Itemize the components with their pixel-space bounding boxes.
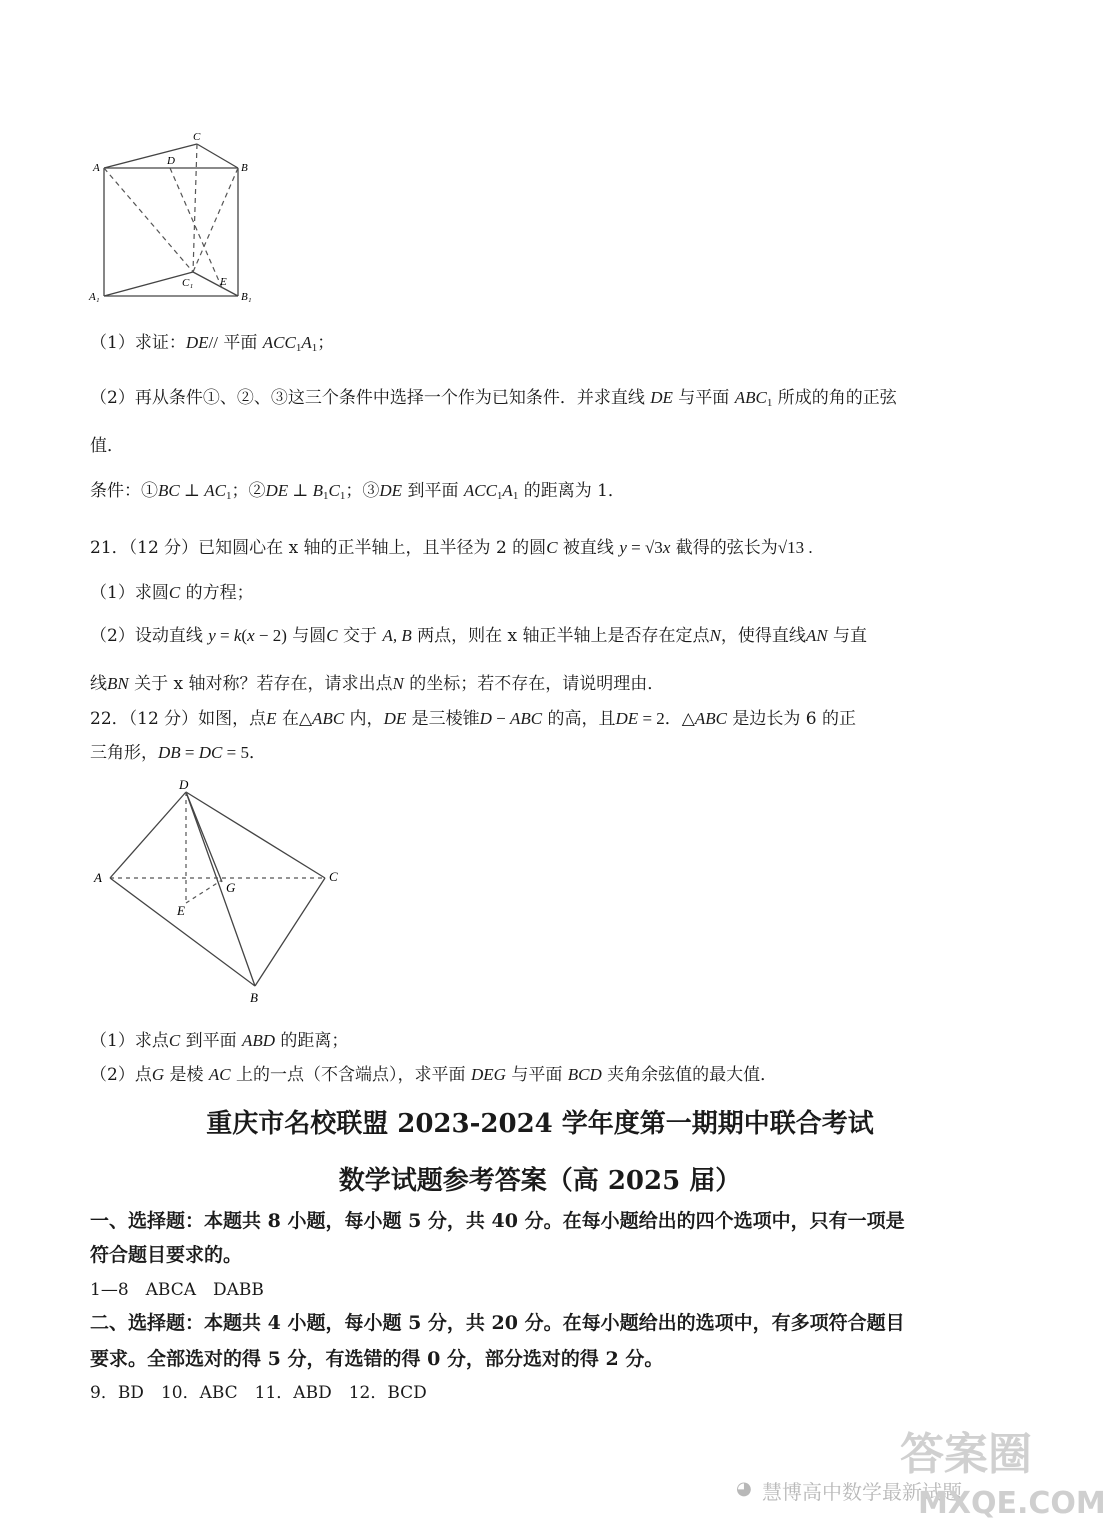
watermark-site: MXQE.COM bbox=[918, 1486, 1106, 1521]
watermark-text: 慧博高中数学最新试题 bbox=[762, 1480, 962, 1504]
section1-heading-line2: 符合题目要求的。 bbox=[90, 1244, 243, 1266]
label-A: A bbox=[94, 870, 102, 885]
section1-heading: 一、选择题：本题共 8 小题，每小题 5 分，共 40 分。在每小题给出的四个选项中，只有一项是 bbox=[90, 1210, 905, 1232]
q21-part2-line2: 线BN 关于 x 轴对称？若存在，请求出点N 的坐标；若不存在，请说明理由． bbox=[90, 674, 665, 694]
q22-head: 22．（12 分）如图，点E 在△ABC 内，DE 是三棱锥D − ABC 的高，且DE = 2．△ABC 是边长为 6 的正 bbox=[90, 709, 857, 729]
section2-answers: 9．BD 10．ABC 11．ABD 12．BCD bbox=[90, 1383, 427, 1403]
figure-prism bbox=[85, 128, 265, 308]
label-G: G bbox=[226, 880, 236, 895]
figure-tetrahedron bbox=[88, 778, 348, 1008]
q20-part1: （1）求证：DE// 平面 $ACC_1A_1$； bbox=[90, 333, 335, 354]
label-C: C bbox=[329, 869, 338, 884]
q21-part1: （1）求圆C 的方程； bbox=[90, 583, 254, 603]
q20-part2: （2）再从条件①、②、③这三个条件中选择一个作为已知条件．并求直线 DE 与平面 $ABC_1$ 所成的角的正弦 bbox=[90, 388, 897, 409]
watermark-logo: 答案圈 bbox=[900, 1429, 1032, 1480]
q22-part1: （1）求点C 到平面 ABD 的距离； bbox=[90, 1031, 349, 1051]
label-B1: B₁ bbox=[241, 291, 252, 303]
label-C: C bbox=[193, 131, 201, 143]
wechat-icon: ◕ bbox=[736, 1478, 752, 1499]
label-B: B bbox=[250, 990, 258, 1005]
label-C1: C₁ bbox=[182, 277, 194, 289]
section2-heading-line2: 要求。全部选对的得 5 分，有选错的得 0 分，部分选对的得 2 分。 bbox=[90, 1348, 664, 1370]
q21-part2: （2）设动直线 y = k(x − 2) 与圆C 交于 A, B 两点，则在 x 轴正半轴上是否存在定点N，使得直线AN 与直 bbox=[90, 626, 868, 646]
q22-line2: 三角形，DB = DC = 5． bbox=[90, 743, 266, 763]
label-D: D bbox=[167, 155, 175, 167]
q20-part2-line2: 值． bbox=[90, 436, 124, 456]
label-A1: A₁ bbox=[89, 291, 100, 303]
q22-part2: （2）点G 是棱 AC 上的一点（不含端点），求平面 DEG 与平面 BCD 夹角余弦值的最大值． bbox=[90, 1065, 778, 1085]
label-E: E bbox=[220, 276, 227, 288]
label-A: A bbox=[93, 162, 100, 174]
q21-head: 21．（12 分）已知圆心在 x 轴的正半轴上，且半径为 2 的圆C 被直线 y = √3x 截得的弦长为√13 . bbox=[90, 538, 813, 558]
q20-conditions: 条件：①BC ⊥ $AC_1$；②DE ⊥ $B_1C_1$；③DE 到平面 $ACC_1A_1$ 的距离为 1． bbox=[90, 481, 625, 502]
answers-title: 重庆市名校联盟 2023-2024 学年度第一期期中联合考试 bbox=[206, 1109, 874, 1139]
label-E: E bbox=[177, 903, 185, 918]
section1-answers: 1—8 ABCA DABB bbox=[90, 1280, 264, 1300]
label-D: D bbox=[179, 777, 189, 792]
answers-subtitle: 数学试题参考答案（高 2025 届） bbox=[338, 1166, 742, 1196]
section2-heading: 二、选择题：本题共 4 小题，每小题 5 分，共 20 分。在每小题给出的选项中，有多项符合题目 bbox=[90, 1312, 905, 1334]
label-B: B bbox=[241, 162, 248, 174]
